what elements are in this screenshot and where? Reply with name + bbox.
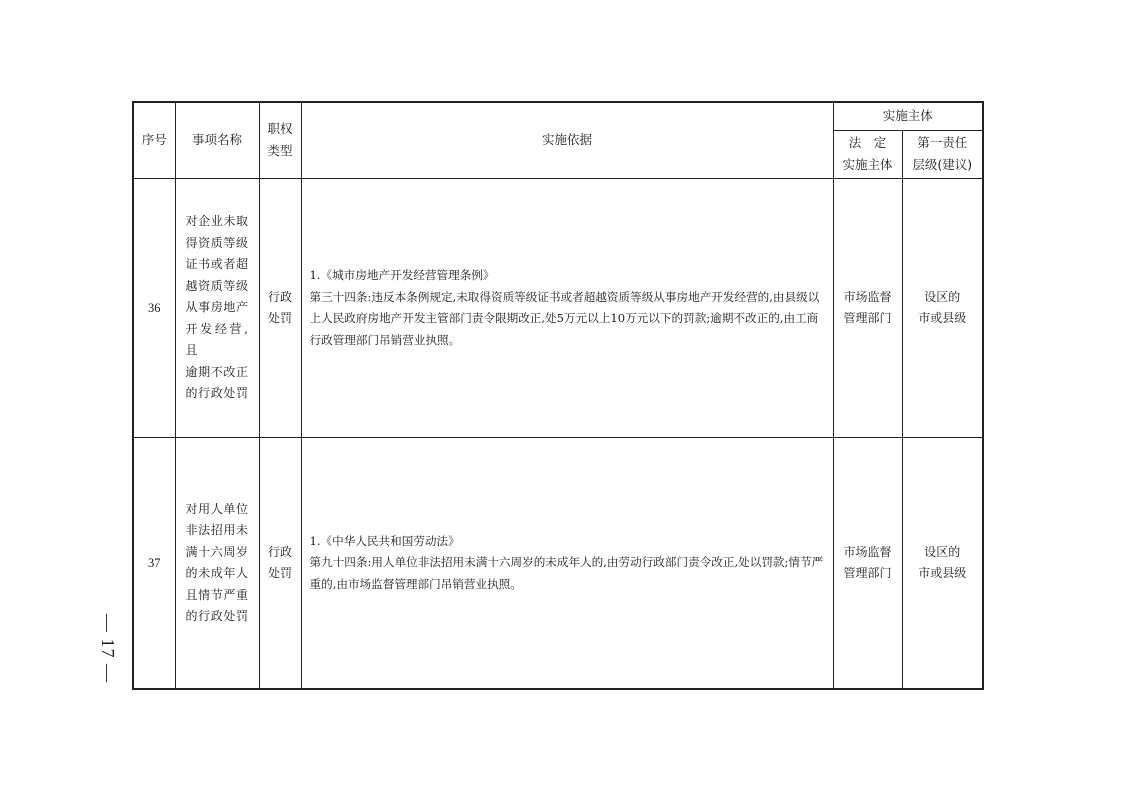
row-power-type (259, 178, 301, 437)
basis-body: 第三十四条:违反本条例规定,未取得资质等级证书或者超越资质等级从事房地产开发经营的,由县级以上人民政府房地产开发主管部门责令限期改正,处5万元以上10万元以下的罚款;逾期不改正的,由工商行政管理部门吊销营业执照。 (309, 289, 820, 347)
item-name-line: 对用人单位 (185, 501, 249, 516)
item-name-line: 对企业未取 (185, 214, 249, 229)
page-number-text: — 17 — (97, 613, 118, 683)
power-type-line1: 行政 (267, 290, 292, 305)
header-seq: 序号 (133, 102, 175, 178)
row-legal-subject (833, 438, 902, 689)
power-type-line2: 处罚 (267, 311, 292, 326)
item-name-line: 的行政处罚 (185, 386, 249, 401)
item-name-line: 证书或者超 (185, 257, 249, 272)
page-number (95, 606, 119, 690)
power-type-line1: 行政 (267, 545, 292, 560)
header-power-type-line1: 职权 (267, 121, 293, 137)
row-power-type (259, 438, 301, 689)
row-item-name (175, 178, 259, 437)
level-line1: 设区的 (924, 545, 961, 560)
basis-title: 1.《城市房地产开发经营管理条例》 (309, 268, 495, 283)
row-seq: 36 (133, 178, 175, 437)
row-first-responsibility (902, 178, 983, 437)
legal-subject-line2: 管理部门 (843, 311, 892, 326)
item-name-line: 逾期不改正 (185, 364, 249, 379)
enforcement-table (132, 101, 984, 690)
header-power-type (259, 102, 301, 178)
item-name-line: 非法招用未 (185, 523, 249, 538)
header-item-name: 事项名称 (175, 102, 259, 178)
item-name-line: 开发经营,且 (185, 321, 249, 358)
power-type-line2: 处罚 (267, 566, 292, 581)
level-line2: 市或县级 (918, 311, 967, 326)
row-basis (301, 438, 833, 689)
item-name-line: 满十六周岁 (185, 544, 249, 559)
level-line1: 设区的 (924, 290, 961, 305)
header-first-resp-line1: 第一责任 (917, 135, 968, 151)
table-row (133, 178, 983, 437)
item-name-line: 得资质等级 (185, 235, 249, 250)
table-row (133, 438, 983, 689)
level-line2: 市或县级 (918, 566, 967, 581)
legal-subject-line2: 管理部门 (843, 566, 892, 581)
item-name-line: 越资质等级 (185, 278, 249, 293)
header-legal-subject (833, 130, 902, 178)
legal-subject-line1: 市场监督 (843, 290, 892, 305)
header-subject: 实施主体 (833, 102, 983, 130)
row-item-name (175, 438, 259, 689)
basis-body: 第九十四条:用人单位非法招用未满十六周岁的未成年人的,由劳动行政部门责令改正,处以罚款;情节严重的,由市场监督管理部门吊销营业执照。 (309, 555, 824, 591)
header-legal-subject-line2: 实施主体 (842, 157, 893, 173)
document-page (132, 101, 982, 690)
item-name-line: 的未成年人 (185, 566, 249, 581)
legal-subject-line1: 市场监督 (843, 545, 892, 560)
basis-title: 1.《中华人民共和国劳动法》 (309, 533, 460, 548)
header-power-type-line2: 类型 (267, 143, 293, 159)
item-name-line: 从事房地产 (185, 300, 249, 315)
row-legal-subject (833, 178, 902, 437)
item-name-line: 的行政处罚 (185, 609, 249, 624)
header-legal-subject-line1: 法 定 (848, 135, 887, 151)
row-first-responsibility (902, 438, 983, 689)
item-name-line: 且情节严重 (185, 587, 249, 602)
header-basis: 实施依据 (301, 102, 833, 178)
row-seq: 37 (133, 438, 175, 689)
row-basis (301, 178, 833, 437)
header-first-responsibility (902, 130, 983, 178)
header-first-resp-line2: 层级(建议) (912, 157, 973, 173)
